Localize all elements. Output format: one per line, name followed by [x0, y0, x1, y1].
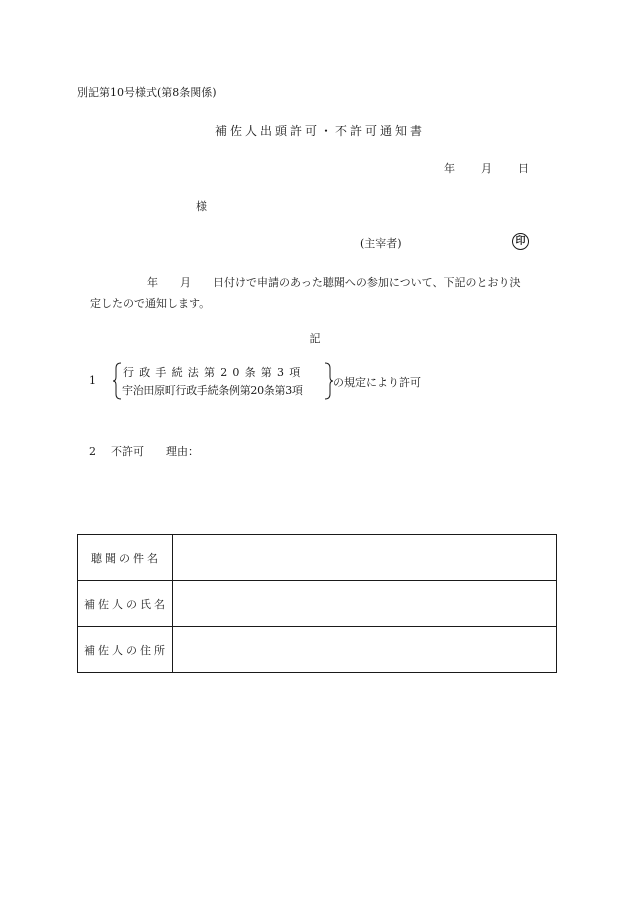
date-month: 月 — [481, 162, 492, 175]
table-label: 聴聞の件名 — [78, 535, 173, 581]
notice-body-line1: 年 月 日付けで申請のあった聴聞への参加について、下記のとおり決 — [147, 276, 521, 289]
date-year: 年 — [444, 162, 455, 175]
table-label: 補佐人の住所 — [78, 627, 173, 673]
sender-label: (主宰者) — [360, 237, 402, 250]
law-options-bracket — [113, 362, 333, 400]
ki-heading: 記 — [309, 332, 321, 345]
item1-suffix: の規定により許可 — [333, 376, 421, 389]
law-option-2: 宇治田原町行政手続条例第20条第3項 — [122, 384, 303, 397]
date-day: 日 — [518, 162, 529, 175]
table-value — [173, 627, 557, 673]
item2-label: 不許可 — [111, 445, 144, 458]
notice-body — [90, 272, 560, 314]
item2-number: 2 — [89, 445, 96, 458]
notice-body-line2: 定したので通知します。 — [90, 297, 211, 310]
item2 — [89, 443, 199, 459]
table-row — [78, 581, 557, 627]
table-value — [173, 535, 557, 581]
recipient-suffix: 様 — [196, 200, 207, 213]
form-number: 別記第10号様式(第8条関係) — [77, 86, 217, 99]
table-row — [78, 627, 557, 673]
item1-number: 1 — [89, 374, 96, 387]
hearing-info-table — [77, 534, 557, 673]
law-option-1: 行政手続法第20条第3項 — [123, 366, 306, 379]
date-line — [444, 160, 529, 176]
item2-reason-label: 理由： — [166, 445, 199, 458]
table-row — [78, 535, 557, 581]
document-title: 補佐人出頭許可・不許可通知書 — [214, 124, 425, 138]
table-value — [173, 581, 557, 627]
table-label: 補佐人の氏名 — [78, 581, 173, 627]
seal-icon: 印 — [512, 233, 529, 250]
